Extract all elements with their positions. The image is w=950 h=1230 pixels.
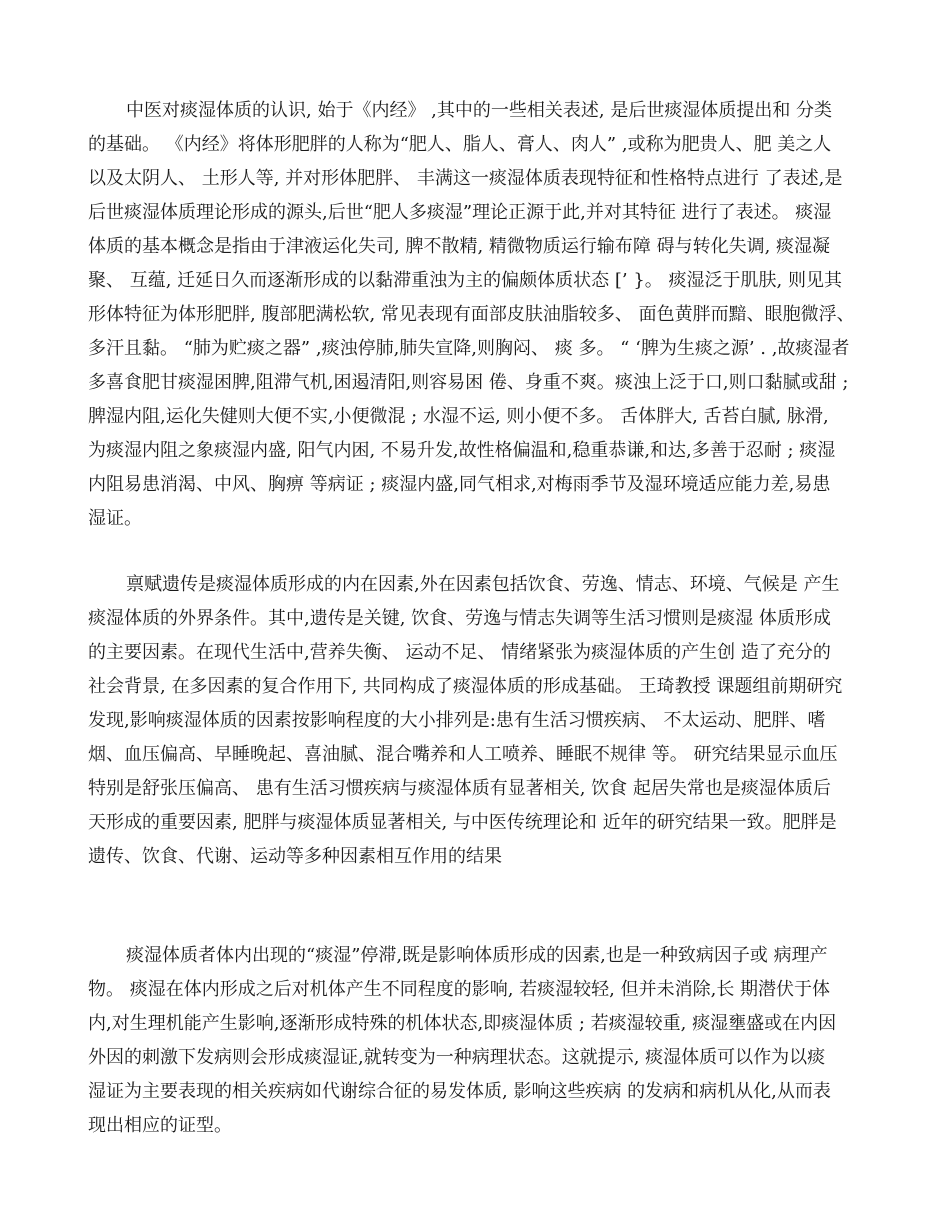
text-line: 烟、血压偏高、早睡晚起、喜油腻、混合嘴养和人工喷养、睡眠不规律 等。 研究结果显示血压	[88, 744, 838, 765]
text-line: 湿证为主要表现的相关疾病如代谢综合征的易发体质, 影响这些疾病 的发病和病机从化,从而表	[88, 1081, 831, 1102]
text-line: 外因的刺激下发病则会形成痰湿证,就转变为一种病理状态。这就提示, 痰湿体质可以作为以痰	[88, 1047, 826, 1068]
paragraph-formation-factors	[88, 568, 888, 874]
text-line: 多喜食肥甘痰湿困脾,阻滞气机,困遏清阳,则容易困 倦、身重不爽。痰浊上泛于口,则口黏腻或甜 ;	[88, 372, 849, 393]
text-line: 发现,影响痰湿体质的因素按影响程度的大小排列是:患有生活习惯疾病、 不太运动、肥胖、嗜	[88, 710, 826, 731]
text-line: 体质的基本概念是指由于津液运化失司, 脾不散精, 精微物质运行输布障 碍与转化失调, 痰湿凝	[88, 236, 831, 257]
text-line: 以及太阴人、 土形人等, 并对形体肥胖、 丰满这一痰湿体质表现特征和性格特点进行 了表述,是	[88, 168, 843, 189]
text-line: 的基础。 《内经》将体形肥胖的人称为“肥人、脂人、膏人、肉人” ,或称为肥贵人、肥 美之人	[88, 134, 832, 155]
text-line: 物。 痰湿在体内形成之后对机体产生不同程度的影响, 若痰湿较轻, 但并未消除,长 期潜伏于体	[88, 979, 831, 1000]
text-line: 内阻易患消渴、中风、胸痹 等病证 ; 痰湿内盛,同气相求,对梅雨季节及湿环境适应能力差,易患	[88, 474, 831, 495]
text-line: 现出相应的证型。	[88, 1115, 232, 1136]
paragraph-pathogenic-factor	[88, 939, 888, 1143]
text-line: 中医对痰湿体质的认识, 始于《内经》 ,其中的一些相关表述, 是后世痰湿体质提出和 分类	[126, 100, 833, 121]
text-line: 为痰湿内阻之象痰湿内盛, 阳气内困, 不易升发,故性格偏温和,稳重恭谦,和达,多善于忍耐 ; 痰湿	[88, 440, 836, 461]
text-line: 遗传、饮食、代谢、运动等多种因素相互作用的结果	[88, 846, 502, 867]
text-line: 脾湿内阻,运化失健则大便不实,小便微混 ; 水湿不运, 则小便不多。 舌体胖大, 舌苔白腻, 脉滑,	[88, 406, 829, 427]
paragraph-phlegm-dampness-concept	[88, 94, 888, 536]
text-line: 特别是舒张压偏高、 患有生活习惯疾病与痰湿体质有显著相关, 饮食 起居失常也是痰湿体质后	[88, 778, 831, 799]
text-line: 聚、 互蕴, 迁延日久而逐渐形成的以黏滞重浊为主的偏颇体质状态 [’ }。 痰湿泛于肌肤, 则见其	[88, 270, 842, 291]
text-line: 社会背景, 在多因素的复合作用下, 共同构成了痰湿体质的形成基础。 王琦教授 课题组前期研究	[88, 676, 843, 697]
text-line: 天形成的重要因素, 肥胖与痰湿体质显著相关, 与中医传统理论和 近年的研究结果一致。肥胖是	[88, 812, 837, 833]
text-line: 后世痰湿体质理论形成的源头,后世“肥人多痰湿”理论正源于此,并对其特征 进行了表述。 痰湿	[88, 202, 832, 223]
text-line: 痰湿体质者体内出现的“痰湿”停滞,既是影响体质形成的因素,也是一种致病因子或 病理产	[126, 945, 828, 966]
text-line: 内,对生理机能产生影响,逐渐形成特殊的机体状态,即痰湿体质 ; 若痰湿较重, 痰湿壅盛或在内因	[88, 1013, 837, 1034]
text-line: 痰湿体质的外界条件。其中,遗传是关键, 饮食、劳逸与情志失调等生活习惯则是痰湿 体质形成	[88, 608, 831, 629]
text-line: 形体特征为体形肥胖, 腹部肥满松软, 常见表现有面部皮肤油脂较多、 面色黄胖而黯、眼胞微浮、	[88, 304, 855, 325]
text-line: 多汗且黏。 “肺为贮痰之器” ,痰浊停肺,肺失宣降,则胸闷、 痰 多。 “ ‘脾为生痰之源’ . ,故痰湿者	[88, 338, 850, 359]
text-line: 禀赋遗传是痰湿体质形成的内在因素,外在因素包括饮食、劳逸、情志、环境、气候是 产生	[126, 574, 840, 595]
text-line: 的主要因素。在现代生活中,营养失衡、 运动不足、 情绪紧张为痰湿体质的产生创 造了充分的	[88, 642, 831, 663]
text-line: 湿证。	[88, 508, 142, 529]
